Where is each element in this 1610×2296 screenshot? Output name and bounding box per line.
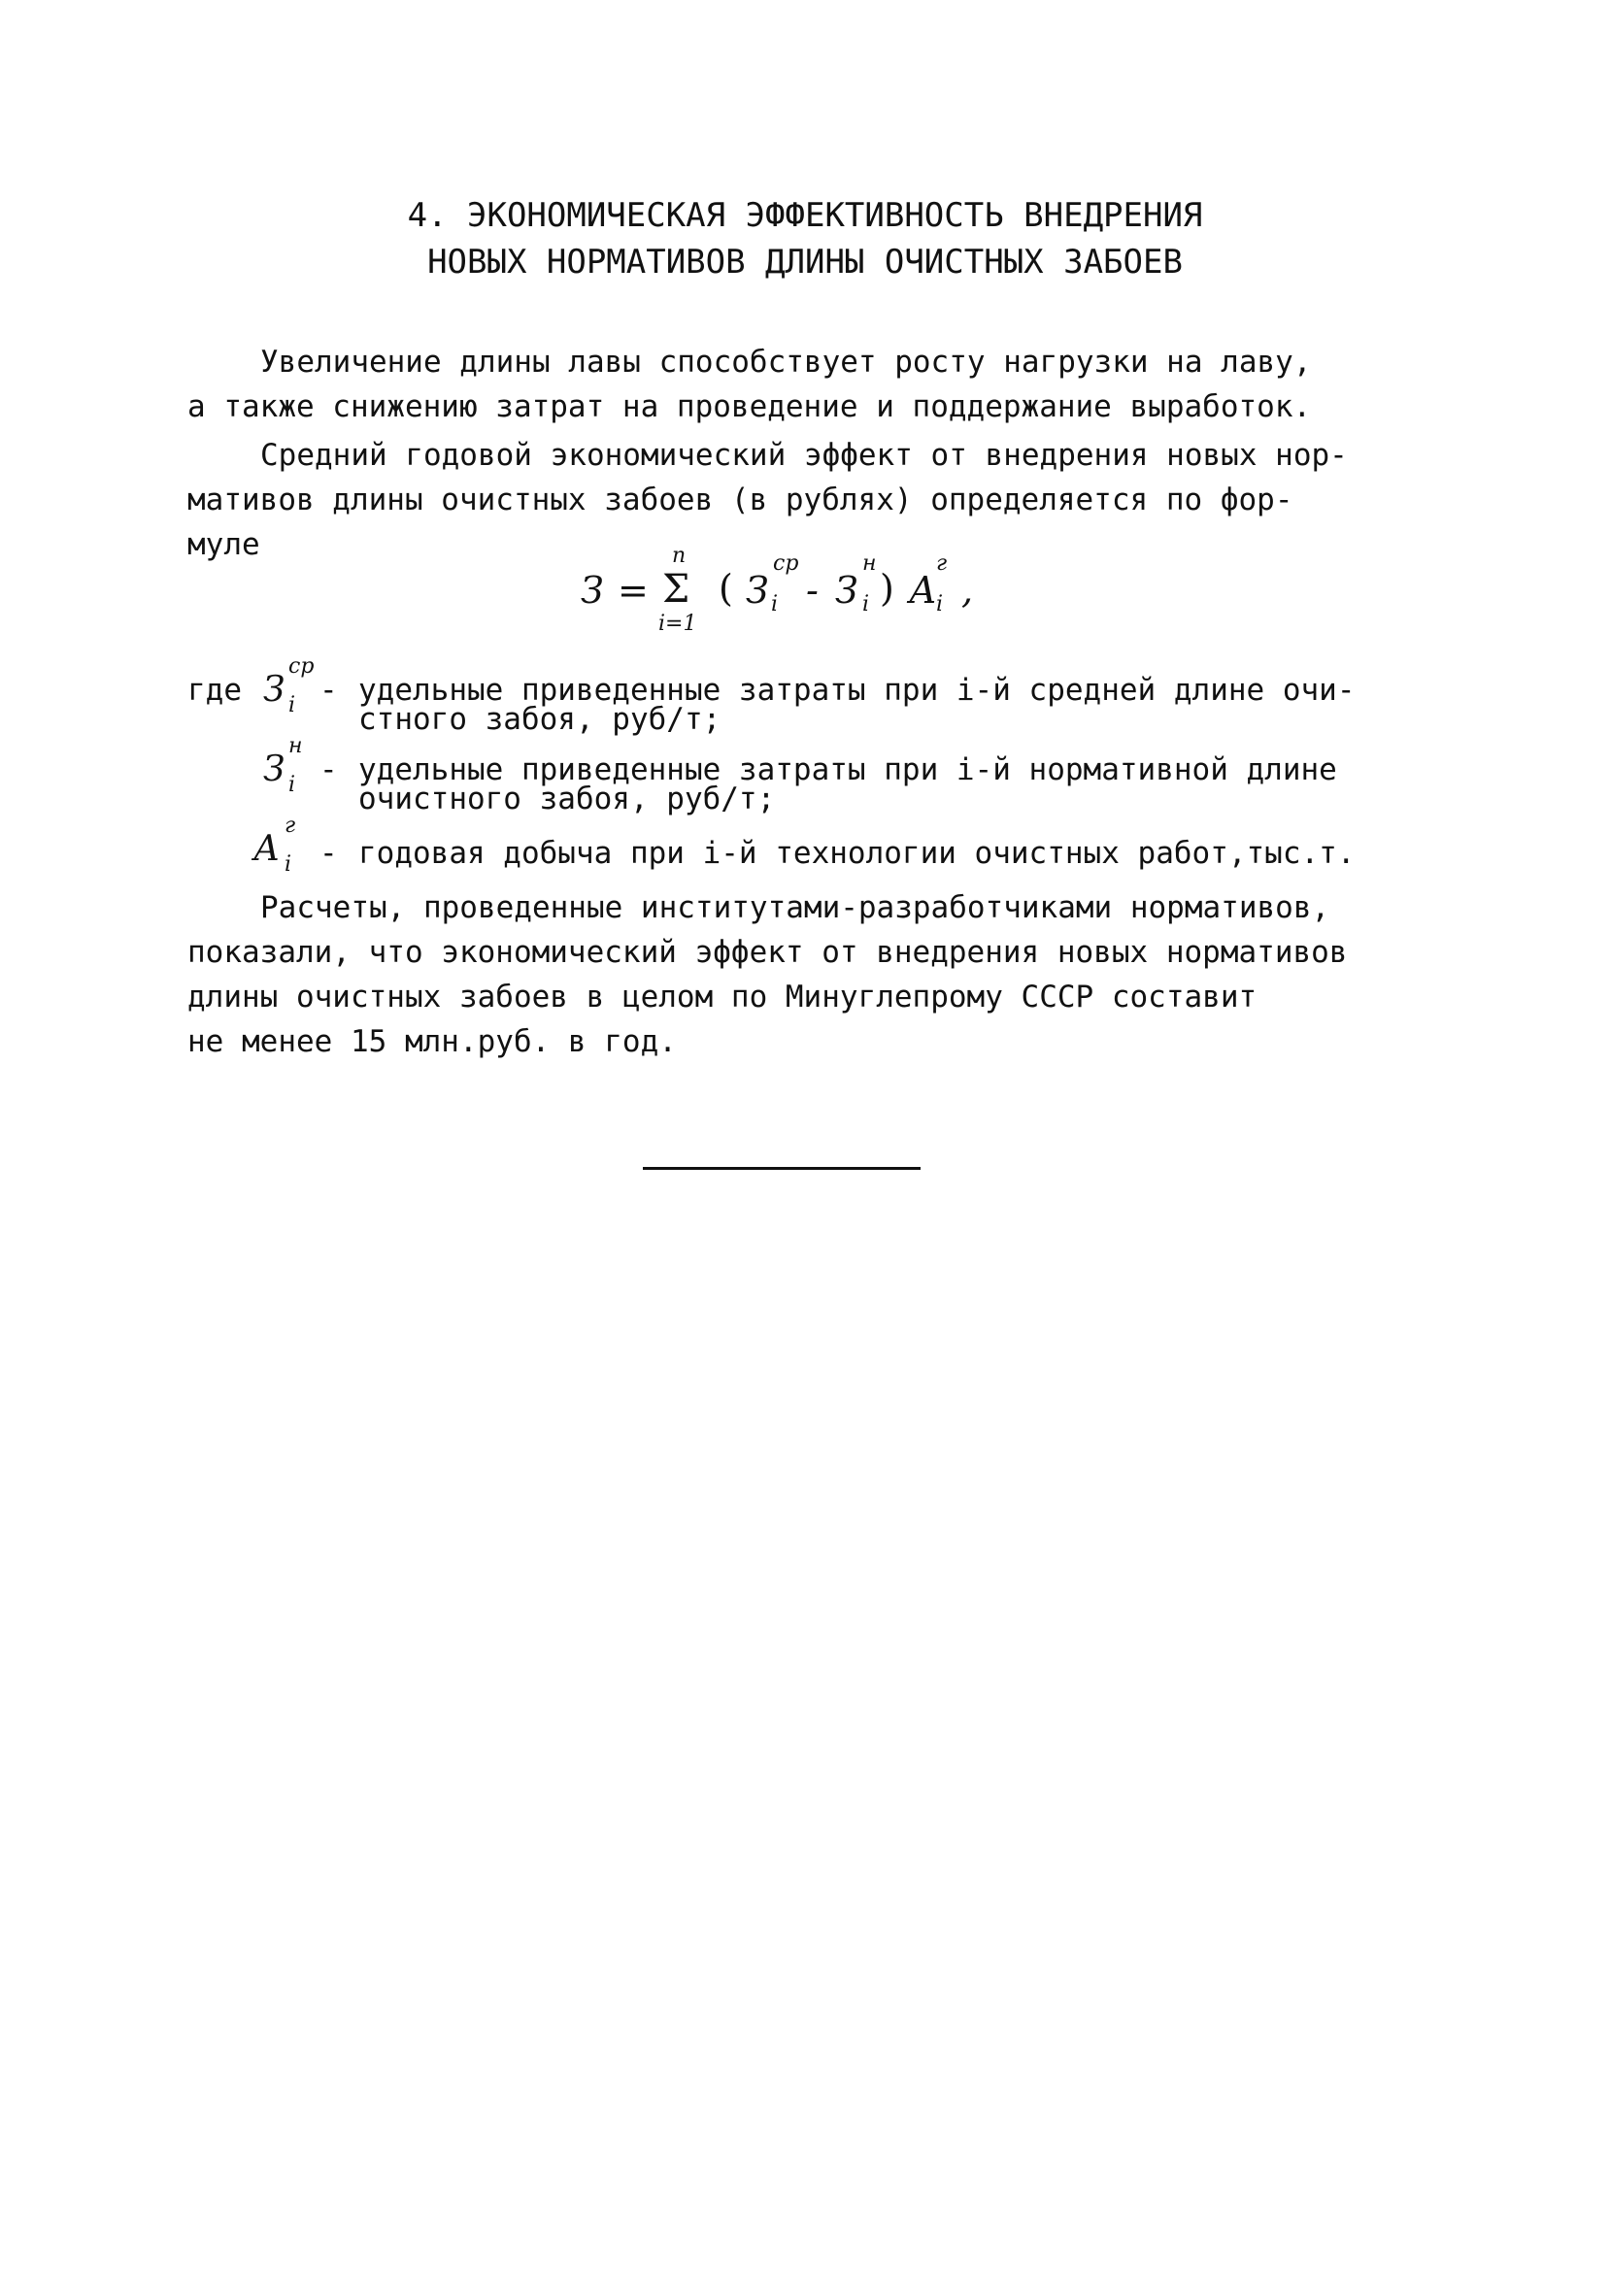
formula-sigma-lower: i=1 (658, 612, 697, 636)
formula-equals: = (618, 569, 649, 612)
def-2-symbol-char: З (263, 749, 285, 789)
def-1-line-2: стного забоя, руб/т; (358, 702, 721, 737)
intro-p1-line-1: Увеличение длины лавы способствует росту нагрузки на лаву, (260, 345, 1312, 380)
formula-open-paren: ( (719, 567, 733, 610)
intro-p1-line-2: а также снижению затрат на проведение и поддержание выработок. (187, 389, 1312, 424)
def-2-dash: - (319, 752, 338, 787)
formula-z-avg: З (746, 569, 769, 612)
def-2-sub: i (288, 773, 296, 797)
def-3-sub: i (285, 852, 292, 877)
formula-sigma: Σ (662, 567, 690, 612)
def-3-sup: г (285, 814, 296, 838)
def-1-symbol-char: З (263, 670, 285, 710)
conclusion-line-1: Расчеты, проведенные институтами-разработчиками нормативов, (260, 890, 1330, 925)
def-1-dash: - (319, 673, 338, 708)
formula-z-norm: З (835, 569, 858, 612)
formula-comma: , (961, 569, 974, 612)
def-2-line-2: очистного забоя, руб/т; (358, 782, 776, 816)
def-3-dash: - (319, 836, 338, 871)
formula-sup-cp: ср (773, 551, 799, 576)
def-3-line-1: годовая добыча при i-й технологии очистных работ,тыс.т. (358, 836, 1356, 871)
definition-1-symbol (263, 654, 321, 718)
formula-lhs: З (581, 569, 604, 612)
effect-formula (581, 544, 1047, 650)
definition-2-symbol (263, 734, 321, 798)
formula-close-paren: ) (880, 567, 894, 610)
formula-a: А (909, 569, 937, 612)
conclusion-paragraph (187, 885, 1421, 1064)
formula-sigma-upper: n (672, 544, 687, 568)
formula-sub-i-3: i (936, 592, 944, 616)
formula-sub-i-2: i (862, 592, 870, 616)
formula-sup-g: г (936, 551, 948, 576)
def-2-sup: н (288, 734, 303, 758)
intro-paragraph-1 (187, 340, 1421, 429)
conclusion-line-4: не менее 15 млн.руб. в год. (187, 1024, 677, 1059)
section-title-line-1: 4. ЭКОНОМИЧЕСКАЯ ЭФФЕКТИВНОСТЬ ВНЕДРЕНИЯ (407, 196, 1203, 235)
closing-divider (643, 1167, 921, 1170)
definition-3-symbol (253, 814, 321, 878)
def-2-line-1: удельные приведенные затраты при i-й нормативной длине (358, 752, 1337, 787)
formula-sub-i-1: i (771, 592, 779, 616)
def-1-line-1: удельные приведенные затраты при i-й средней длине очи- (358, 673, 1356, 708)
def-1-sup: ср (288, 654, 315, 679)
formula-sup-n: н (862, 551, 877, 576)
where-label: где (187, 673, 242, 708)
formula-minus: - (806, 569, 819, 612)
intro-p2-line-2: мативов длины очистных забоев (в рублях) определяется по фор- (187, 482, 1293, 517)
def-1-sub: i (288, 693, 296, 717)
conclusion-line-2: показали, что экономический эффект от внедрения новых нормативов (187, 935, 1348, 970)
intro-p2-line-3: муле (187, 527, 260, 562)
def-3-symbol-char: А (253, 829, 281, 869)
section-title-line-2: НОВЫХ НОРМАТИВОВ ДЛИНЫ ОЧИСТНЫХ ЗАБОЕВ (427, 243, 1183, 282)
intro-p2-line-1: Средний годовой экономический эффект от внедрения новых нор- (260, 438, 1348, 473)
conclusion-line-3: длины очистных забоев в целом по Минуглепрому СССР составит (187, 980, 1258, 1015)
